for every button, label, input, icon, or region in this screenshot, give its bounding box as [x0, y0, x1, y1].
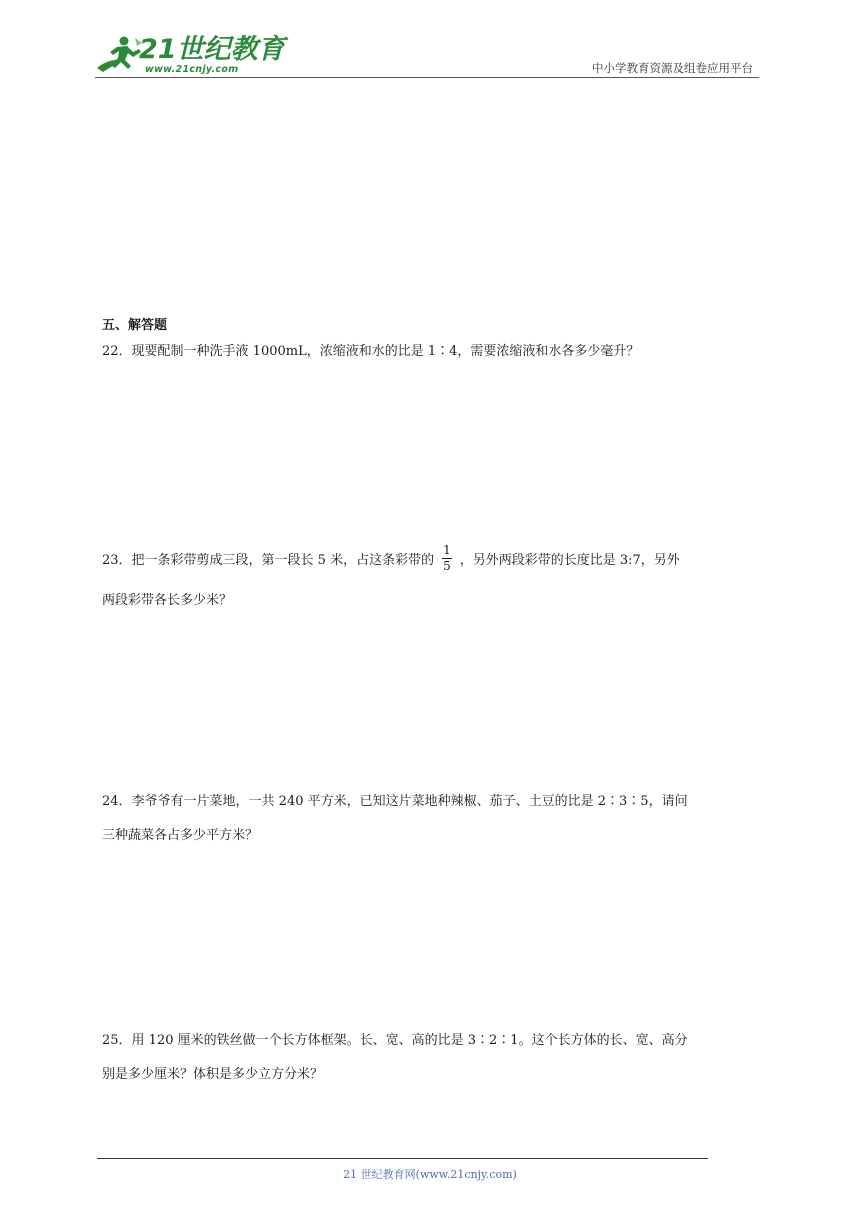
fraction-numerator: 1: [443, 543, 451, 557]
question-text: 22．现要配制一种洗手液 1000mL，浓缩液和水的比是 1∶4，需要浓缩液和水各多少毫升？: [102, 344, 640, 359]
logo-url: www.21cnjy.com: [145, 64, 239, 75]
footer-divider: [97, 1158, 708, 1159]
question-text-line-2: 两段彩带各长多少米？: [102, 593, 233, 608]
fraction: [442, 543, 452, 574]
question-22: [102, 335, 762, 369]
question-text: ，另外两段彩带的长度比是 3:7，另外: [459, 553, 680, 568]
fraction-denominator: 5: [443, 559, 451, 573]
question-text-line-1: 24．李爷爷有一片菜地，一共 240 平方米，已知这片菜地种辣椒、茄子、土豆的比是 2∶3∶5，请问: [102, 794, 688, 809]
question-text: 23．把一条彩带剪成三段，第一段长 5 米，占这条彩带的: [102, 553, 435, 568]
header-divider: [95, 77, 759, 78]
header-platform-label: 中小学教育资源及组卷应用平台: [592, 61, 753, 75]
question-text-line-2: 别是多少厘米？体积是多少立方分米？: [102, 1067, 324, 1082]
runner-logo-icon: [95, 34, 143, 76]
page-header: [95, 30, 757, 78]
question-text-line-1: [102, 544, 762, 578]
question-23: [102, 544, 762, 618]
question-text-line-1: 25．用 120 厘米的铁丝做一个长方体框架。长、宽、高的比是 3∶2∶1。这个长方体的长、宽、高分: [102, 1033, 688, 1048]
logo-text: 21世纪教育: [139, 34, 285, 65]
question-25: [102, 1024, 762, 1092]
footer-link[interactable]: 21 世纪教育网(www.21cnjy.com): [343, 1168, 517, 1181]
question-text-line-2: 三种蔬菜各占多少平方米？: [102, 828, 259, 843]
section-title: 五、解答题: [102, 318, 168, 333]
site-logo: [95, 34, 285, 76]
question-24: [102, 785, 762, 853]
